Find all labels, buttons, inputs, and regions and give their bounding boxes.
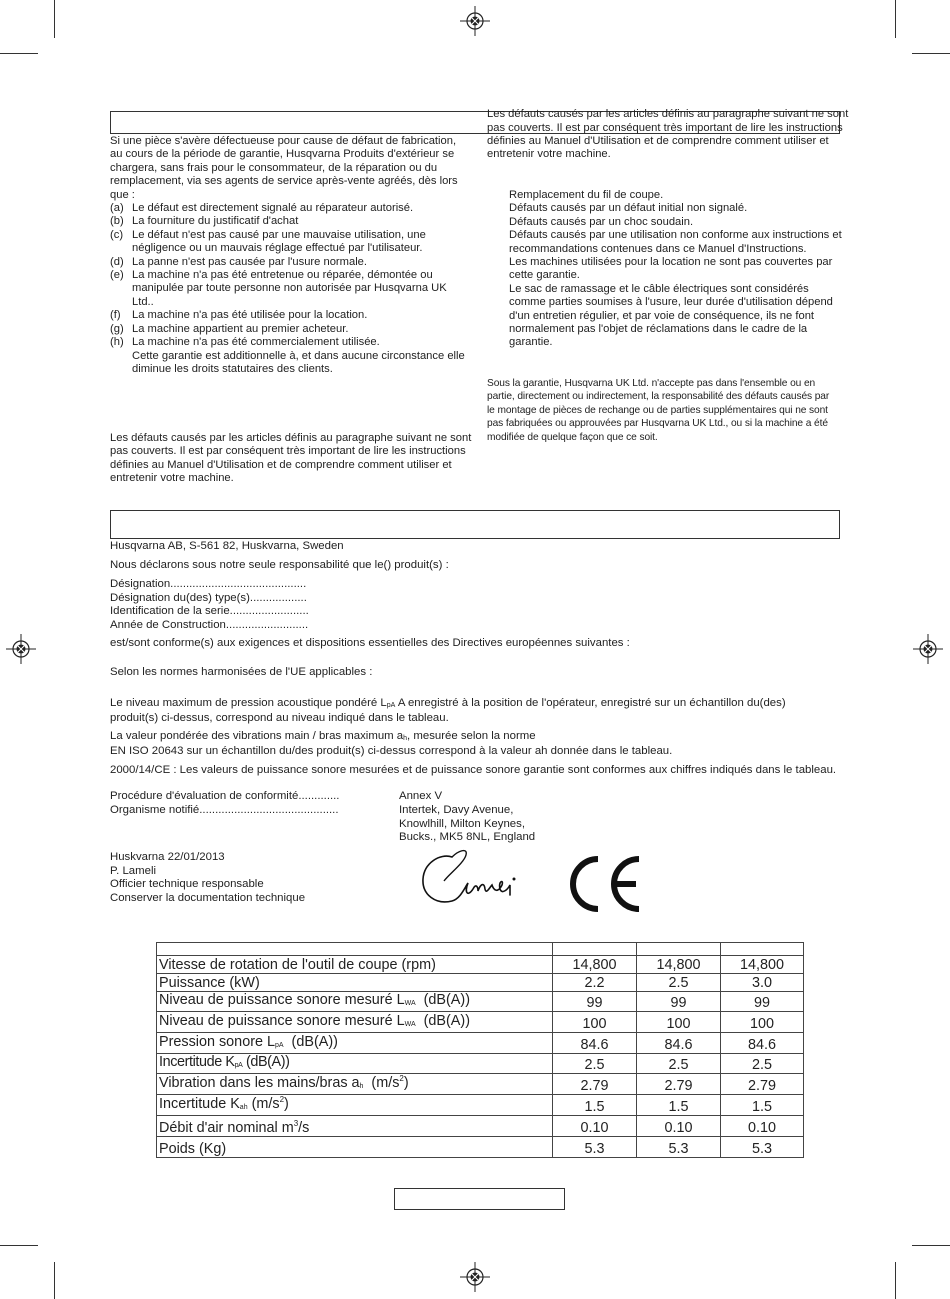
- row-label: Niveau de puissance sonore mesuré LWA (dB(A)): [157, 992, 553, 1012]
- ce-mark-icon: [562, 854, 644, 914]
- table-row: [157, 1137, 804, 1158]
- table-cell: 84.6: [721, 1033, 804, 1054]
- row-label: Niveau de puissance sonore mesuré LWA (dB(A)): [157, 1012, 553, 1033]
- table-row: [157, 974, 804, 992]
- table-row: [157, 1033, 804, 1054]
- row-label: Débit d'air nominal $m^3/s$: [157, 1116, 553, 1137]
- vibration-statement: La valeur pondérée des vibrations main / bras maximum ah, mesurée selon la norme EN ISO 20643 sur un échantillon du/des produit(s) ci-dessus correspond à la valeur ah donnée dans le tableau.: [110, 730, 673, 757]
- table-cell: 2.5: [721, 1054, 804, 1074]
- table-row: [157, 1074, 804, 1095]
- exclusion-item: Défauts causés par un défaut initial non signalé.: [509, 202, 748, 215]
- row-label: Incertitude Kah $(m/s^2)$: [157, 1095, 553, 1116]
- crop-mark: [895, 0, 896, 38]
- table-row: [157, 1012, 804, 1033]
- table-cell: 2.79: [721, 1074, 804, 1095]
- registration-mark-icon: [913, 634, 943, 664]
- table-header-cell: [157, 943, 553, 956]
- warranty-condition: (h) La machine n'a pas été commercialement utilisée.: [110, 336, 380, 349]
- field-serial: Identification de la serie.........................: [110, 605, 309, 618]
- table-header-cell: [721, 943, 804, 956]
- warranty-condition: (b) La fourniture du justificatif d'achat: [110, 215, 299, 228]
- table-header-cell: [637, 943, 721, 956]
- warranty-additional: Cette garantie est additionnelle à, et dans aucune circonstance elle diminue les droits statutaires des clients.: [132, 349, 465, 375]
- table-cell: 2.5: [637, 974, 721, 992]
- noise-statement: Le niveau maximum de pression acoustique pondéré LpA A enregistré à la position de l'opérateur, enregistré sur un échantillon du(des) produit(s) ci-dessus, correspond au niveau indiqué dans le tableau.: [110, 697, 786, 724]
- crop-mark: [895, 1262, 896, 1299]
- table-row: [157, 1095, 804, 1116]
- table-cell: 5.3: [721, 1137, 804, 1158]
- table-cell: 0.10: [637, 1116, 721, 1137]
- table-cell: 3.0: [721, 974, 804, 992]
- table-cell: 1.5: [721, 1095, 804, 1116]
- table-row: [157, 956, 804, 974]
- notified-body-address: Intertek, Davy Avenue, Knowlhill, Milton Keynes, Bucks., MK5 8NL, England: [399, 804, 536, 844]
- notified-body-label: Organisme notifié............................................: [110, 804, 339, 816]
- spec-table: [156, 942, 804, 1158]
- table-cell: 100: [637, 1012, 721, 1033]
- warranty-intro: Si une pièce s'avère défectueuse pour cause de défaut de fabrication, au cours de la période de garantie, Husqvarna Produits d'extérieur se chargera, sans frais pour le consommateur, de la réparation ou du remplacement, via ses agents de service après-vente agréés, dès lors que :: [110, 135, 458, 201]
- exclusion-item: Remplacement du fil de coupe.: [509, 189, 664, 201]
- warranty-uk-notice: Sous la garantie, Husqvarna UK Ltd. n'accepte pas dans l'ensemble ou en partie, directement ou indirectement, la responsabilité des défauts causés par le montage de pièces de rechange ou de parties supplémentaires qui ne sont pas fabriquées ou approuvées par Husqvarna UK Ltd., ou si la machine a été modifiée de quelque façon que ce soit.: [487, 378, 830, 443]
- handwritten-signature: [418, 845, 523, 910]
- directive-statement: 2000/14/CE : Les valeurs de puissance sonore mesurées et de puissance sonore garantie sont conformes aux chiffres indiqués dans le tableau.: [110, 764, 837, 776]
- signatory-name: P. Lameli: [110, 864, 157, 877]
- row-label: Vitesse de rotation de l'outil de coupe (rpm): [157, 956, 553, 974]
- table-cell: 99: [637, 992, 721, 1012]
- table-cell: 100: [721, 1012, 804, 1033]
- product-fields: [110, 578, 309, 632]
- exclusion-item: Défauts causés par une utilisation non conforme aux instructions et recommandations contenues dans ce Manuel d'Instructions.: [509, 229, 842, 255]
- standards-statement: Selon les normes harmonisées de l'UE applicables :: [110, 666, 373, 678]
- row-label: Puissance (kW): [157, 974, 553, 992]
- table-cell: 14,800: [637, 956, 721, 974]
- signature-block: [110, 851, 305, 905]
- table-cell: 84.6: [637, 1033, 721, 1054]
- warranty-condition: (e) La machine n'a pas été entretenue ou réparée, démontée ou manipulée par toute personne non autorisée par Husqvarna UK Ltd..: [110, 269, 447, 308]
- table-row: [157, 992, 804, 1012]
- crop-mark: [912, 53, 950, 54]
- table-header-cell: [553, 943, 637, 956]
- table-header-row: [157, 943, 804, 956]
- signatory-role: Officier technique responsable: [110, 878, 264, 891]
- crop-mark: [912, 1245, 950, 1246]
- warranty-left-column: [110, 135, 470, 376]
- table-cell: 0.10: [553, 1116, 637, 1137]
- table-cell: 100: [553, 1012, 637, 1033]
- table-row: [157, 1054, 804, 1074]
- page-number-box: [394, 1188, 565, 1210]
- row-label: Incertitude KpA (dB(A)): [157, 1054, 553, 1074]
- table-cell: 5.3: [553, 1137, 637, 1158]
- row-label: Pression sonore LpA (dB(A)): [157, 1033, 553, 1054]
- field-year: Année de Construction..........................: [110, 618, 309, 631]
- table-cell: 14,800: [553, 956, 637, 974]
- table-cell: 2.2: [553, 974, 637, 992]
- crop-mark: [54, 1262, 55, 1299]
- table-cell: 0.10: [721, 1116, 804, 1137]
- warranty-condition: (d) La panne n'est pas causée par l'usure normale.: [110, 255, 368, 268]
- registration-mark-icon: [460, 6, 490, 36]
- table-cell: 2.5: [637, 1054, 721, 1074]
- warranty-excluded-intro: Les défauts causés par les articles définis au paragraphe suivant ne sont pas couverts. Il est par conséquent très important de lire les instructions définies au Manuel d'Utilisation et de comprendre comment utiliser et entretenir votre machine.: [110, 432, 472, 485]
- documentation-note: Conserver la documentation technique: [110, 891, 306, 904]
- table-cell: 1.5: [553, 1095, 637, 1116]
- conformity-statement: est/sont conforme(s) aux exigences et dispositions essentielles des Directives européennes suivantes :: [110, 637, 630, 649]
- crop-mark: [0, 53, 38, 54]
- warranty-condition: (a) Le défaut est directement signalé au réparateur autorisé.: [110, 202, 414, 215]
- exclusion-item: Les machines utilisées pour la location ne sont pas couvertes par cette garantie.: [509, 256, 833, 282]
- procedure-label: Procédure d'évaluation de conformité.............: [110, 790, 340, 802]
- exclusion-item: Défauts causés par un choc soudain.: [509, 215, 694, 228]
- registration-mark-icon: [460, 1262, 490, 1292]
- table-row: [157, 1116, 804, 1137]
- procedure-value: Annex V: [399, 790, 443, 802]
- table-cell: 2.5: [553, 1054, 637, 1074]
- crop-mark: [0, 1245, 38, 1246]
- row-label: Poids (Kg): [157, 1137, 553, 1158]
- declaration-header-box: [110, 510, 840, 539]
- warranty-excluded-intro-continued: Les défauts causés par les articles définis au paragraphe suivant ne sont pas couverts. Il est par conséquent très important de lire les instructions définies au Manuel d'Utilisation et de comprendre comment utiliser et entretenir votre machine.: [487, 108, 849, 161]
- warranty-condition: (g) La machine appartient au premier acheteur.: [110, 322, 349, 335]
- declaration-statement: Nous déclarons sous notre seule responsabilité que le() produit(s) :: [110, 559, 449, 571]
- place-date: Huskvarna 22/01/2013: [110, 851, 225, 863]
- table-cell: 84.6: [553, 1033, 637, 1054]
- crop-mark: [54, 0, 55, 38]
- exclusion-item: Le sac de ramassage et le câble électriques sont considérés comme parties soumises à l'usure, leur durée d'utilisation dépend d'un entretien régulier, et par voie de conséquence, ils ne font normalement pas l'objet de réclamations dans le cadre de la garantie.: [509, 282, 833, 349]
- field-designation: Désignation...........................................: [110, 578, 307, 590]
- manufacturer-address: Husqvarna AB, S-561 82, Huskvarna, Sweden: [110, 540, 344, 552]
- table-cell: 1.5: [637, 1095, 721, 1116]
- field-type: Désignation du(des) type(s)..................: [110, 591, 307, 604]
- table-cell: 5.3: [637, 1137, 721, 1158]
- warranty-condition: (f) La machine n'a pas été utilisée pour la location.: [110, 309, 368, 322]
- registration-mark-icon: [6, 634, 36, 664]
- table-cell: 99: [553, 992, 637, 1012]
- table-cell: 2.79: [553, 1074, 637, 1095]
- warranty-condition: (c) Le défaut n'est pas causé par une mauvaise utilisation, une négligence ou un mauvais réglage effectué par l'utilisateur.: [110, 228, 426, 255]
- row-label: Vibration dans les mains/bras ah $(m/s^2)$: [157, 1074, 553, 1095]
- warranty-exclusions: [509, 189, 844, 350]
- table-cell: 14,800: [721, 956, 804, 974]
- table-cell: 99: [721, 992, 804, 1012]
- table-cell: 2.79: [637, 1074, 721, 1095]
